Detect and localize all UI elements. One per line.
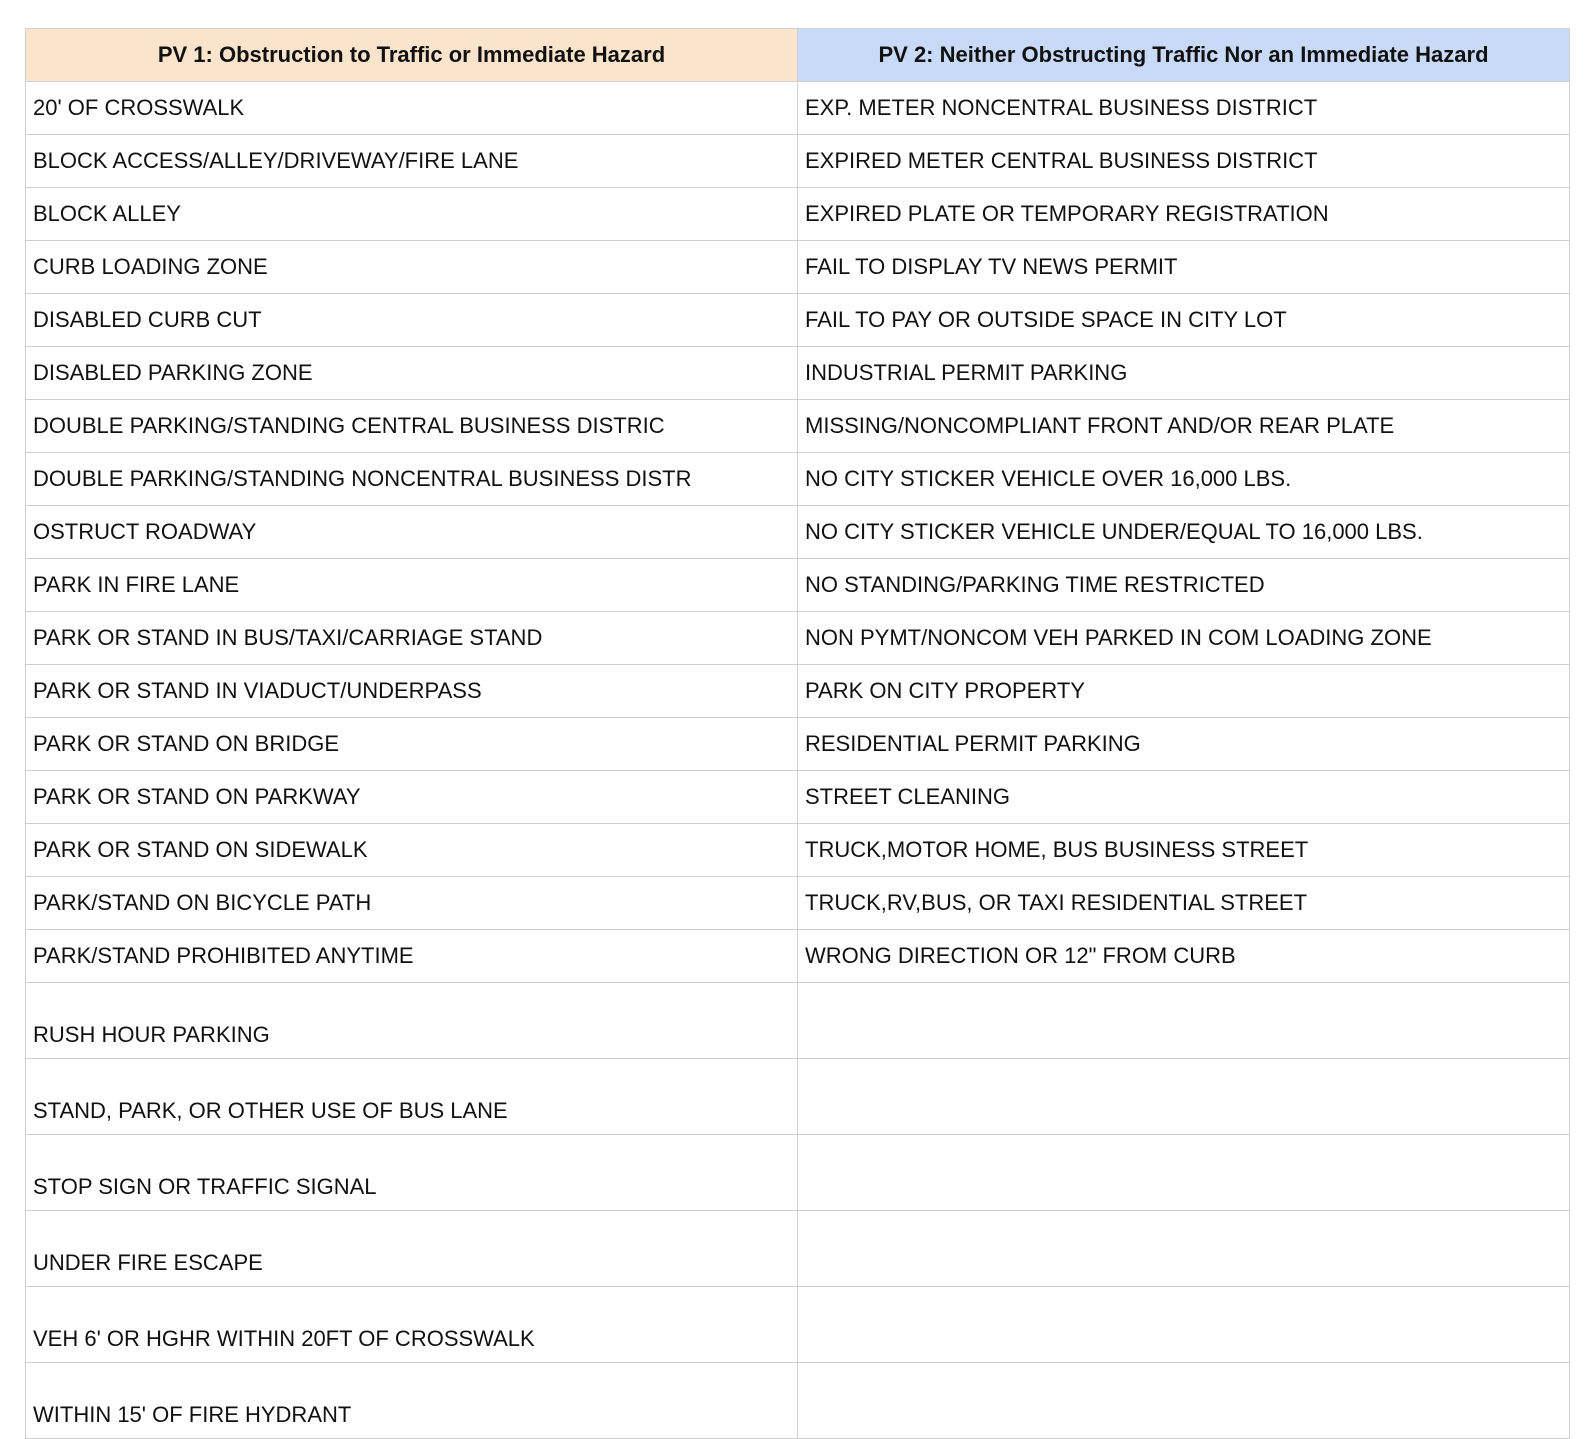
table-row	[26, 188, 1570, 241]
pv1-cell: UNDER FIRE ESCAPE	[26, 1211, 798, 1287]
pv2-cell: NO STANDING/PARKING TIME RESTRICTED	[798, 559, 1570, 612]
pv1-cell: OSTRUCT ROADWAY	[26, 506, 798, 559]
table-row	[26, 453, 1570, 506]
header-row	[26, 29, 1570, 82]
pv2-cell	[798, 1135, 1570, 1211]
pv2-cell: NO CITY STICKER VEHICLE OVER 16,000 LBS.	[798, 453, 1570, 506]
table-row	[26, 241, 1570, 294]
pv1-cell: PARK/STAND ON BICYCLE PATH	[26, 877, 798, 930]
column-header-pv2: PV 2: Neither Obstructing Traffic Nor an Immediate Hazard	[798, 29, 1570, 82]
pv1-cell: PARK OR STAND IN BUS/TAXI/CARRIAGE STAND	[26, 612, 798, 665]
pv1-cell: BLOCK ALLEY	[26, 188, 798, 241]
pv1-cell: WITHIN 15' OF FIRE HYDRANT	[26, 1363, 798, 1439]
pv1-cell: CURB LOADING ZONE	[26, 241, 798, 294]
pv2-cell: PARK ON CITY PROPERTY	[798, 665, 1570, 718]
table-row	[26, 1059, 1570, 1135]
pv2-cell: MISSING/NONCOMPLIANT FRONT AND/OR REAR PLATE	[798, 400, 1570, 453]
pv2-cell	[798, 1363, 1570, 1439]
table-row	[26, 877, 1570, 930]
pv1-cell: RUSH HOUR PARKING	[26, 983, 798, 1059]
table-row	[26, 347, 1570, 400]
pv2-cell	[798, 1059, 1570, 1135]
pv2-cell: FAIL TO DISPLAY TV NEWS PERMIT	[798, 241, 1570, 294]
table-row	[26, 135, 1570, 188]
pv1-cell: PARK/STAND PROHIBITED ANYTIME	[26, 930, 798, 983]
pv2-cell: TRUCK,RV,BUS, OR TAXI RESIDENTIAL STREET	[798, 877, 1570, 930]
pv1-cell: BLOCK ACCESS/ALLEY/DRIVEWAY/FIRE LANE	[26, 135, 798, 188]
column-header-pv1: PV 1: Obstruction to Traffic or Immediate Hazard	[26, 29, 798, 82]
pv1-cell: 20' OF CROSSWALK	[26, 82, 798, 135]
pv2-cell: RESIDENTIAL PERMIT PARKING	[798, 718, 1570, 771]
table-row	[26, 824, 1570, 877]
table-row	[26, 983, 1570, 1059]
pv2-cell: FAIL TO PAY OR OUTSIDE SPACE IN CITY LOT	[798, 294, 1570, 347]
pv2-cell	[798, 983, 1570, 1059]
table-row	[26, 1135, 1570, 1211]
pv2-cell	[798, 1211, 1570, 1287]
pv2-cell: WRONG DIRECTION OR 12" FROM CURB	[798, 930, 1570, 983]
table-row	[26, 930, 1570, 983]
table-row	[26, 400, 1570, 453]
pv1-cell: STAND, PARK, OR OTHER USE OF BUS LANE	[26, 1059, 798, 1135]
pv2-cell: INDUSTRIAL PERMIT PARKING	[798, 347, 1570, 400]
table-row	[26, 1211, 1570, 1287]
table-row	[26, 771, 1570, 824]
violations-table	[25, 28, 1570, 1439]
pv1-cell: DOUBLE PARKING/STANDING NONCENTRAL BUSINESS DISTR	[26, 453, 798, 506]
pv1-cell: PARK OR STAND ON BRIDGE	[26, 718, 798, 771]
pv1-cell: DISABLED PARKING ZONE	[26, 347, 798, 400]
table-row	[26, 559, 1570, 612]
table-body	[26, 82, 1570, 1439]
pv2-cell: NO CITY STICKER VEHICLE UNDER/EQUAL TO 16,000 LBS.	[798, 506, 1570, 559]
table-row	[26, 506, 1570, 559]
pv2-cell: EXPIRED METER CENTRAL BUSINESS DISTRICT	[798, 135, 1570, 188]
pv1-cell: PARK OR STAND IN VIADUCT/UNDERPASS	[26, 665, 798, 718]
table-row	[26, 82, 1570, 135]
pv1-cell: STOP SIGN OR TRAFFIC SIGNAL	[26, 1135, 798, 1211]
pv2-cell	[798, 1287, 1570, 1363]
table-row	[26, 1363, 1570, 1439]
pv1-cell: PARK OR STAND ON PARKWAY	[26, 771, 798, 824]
table-row	[26, 612, 1570, 665]
pv2-cell: EXPIRED PLATE OR TEMPORARY REGISTRATION	[798, 188, 1570, 241]
pv2-cell: TRUCK,MOTOR HOME, BUS BUSINESS STREET	[798, 824, 1570, 877]
pv1-cell: PARK IN FIRE LANE	[26, 559, 798, 612]
pv2-cell: EXP. METER NONCENTRAL BUSINESS DISTRICT	[798, 82, 1570, 135]
pv1-cell: PARK OR STAND ON SIDEWALK	[26, 824, 798, 877]
table-row	[26, 1287, 1570, 1363]
pv2-cell: NON PYMT/NONCOM VEH PARKED IN COM LOADING ZONE	[798, 612, 1570, 665]
pv1-cell: VEH 6' OR HGHR WITHIN 20FT OF CROSSWALK	[26, 1287, 798, 1363]
pv1-cell: DISABLED CURB CUT	[26, 294, 798, 347]
pv2-cell: STREET CLEANING	[798, 771, 1570, 824]
pv1-cell: DOUBLE PARKING/STANDING CENTRAL BUSINESS DISTRIC	[26, 400, 798, 453]
table-row	[26, 665, 1570, 718]
table-row	[26, 718, 1570, 771]
table-row	[26, 294, 1570, 347]
